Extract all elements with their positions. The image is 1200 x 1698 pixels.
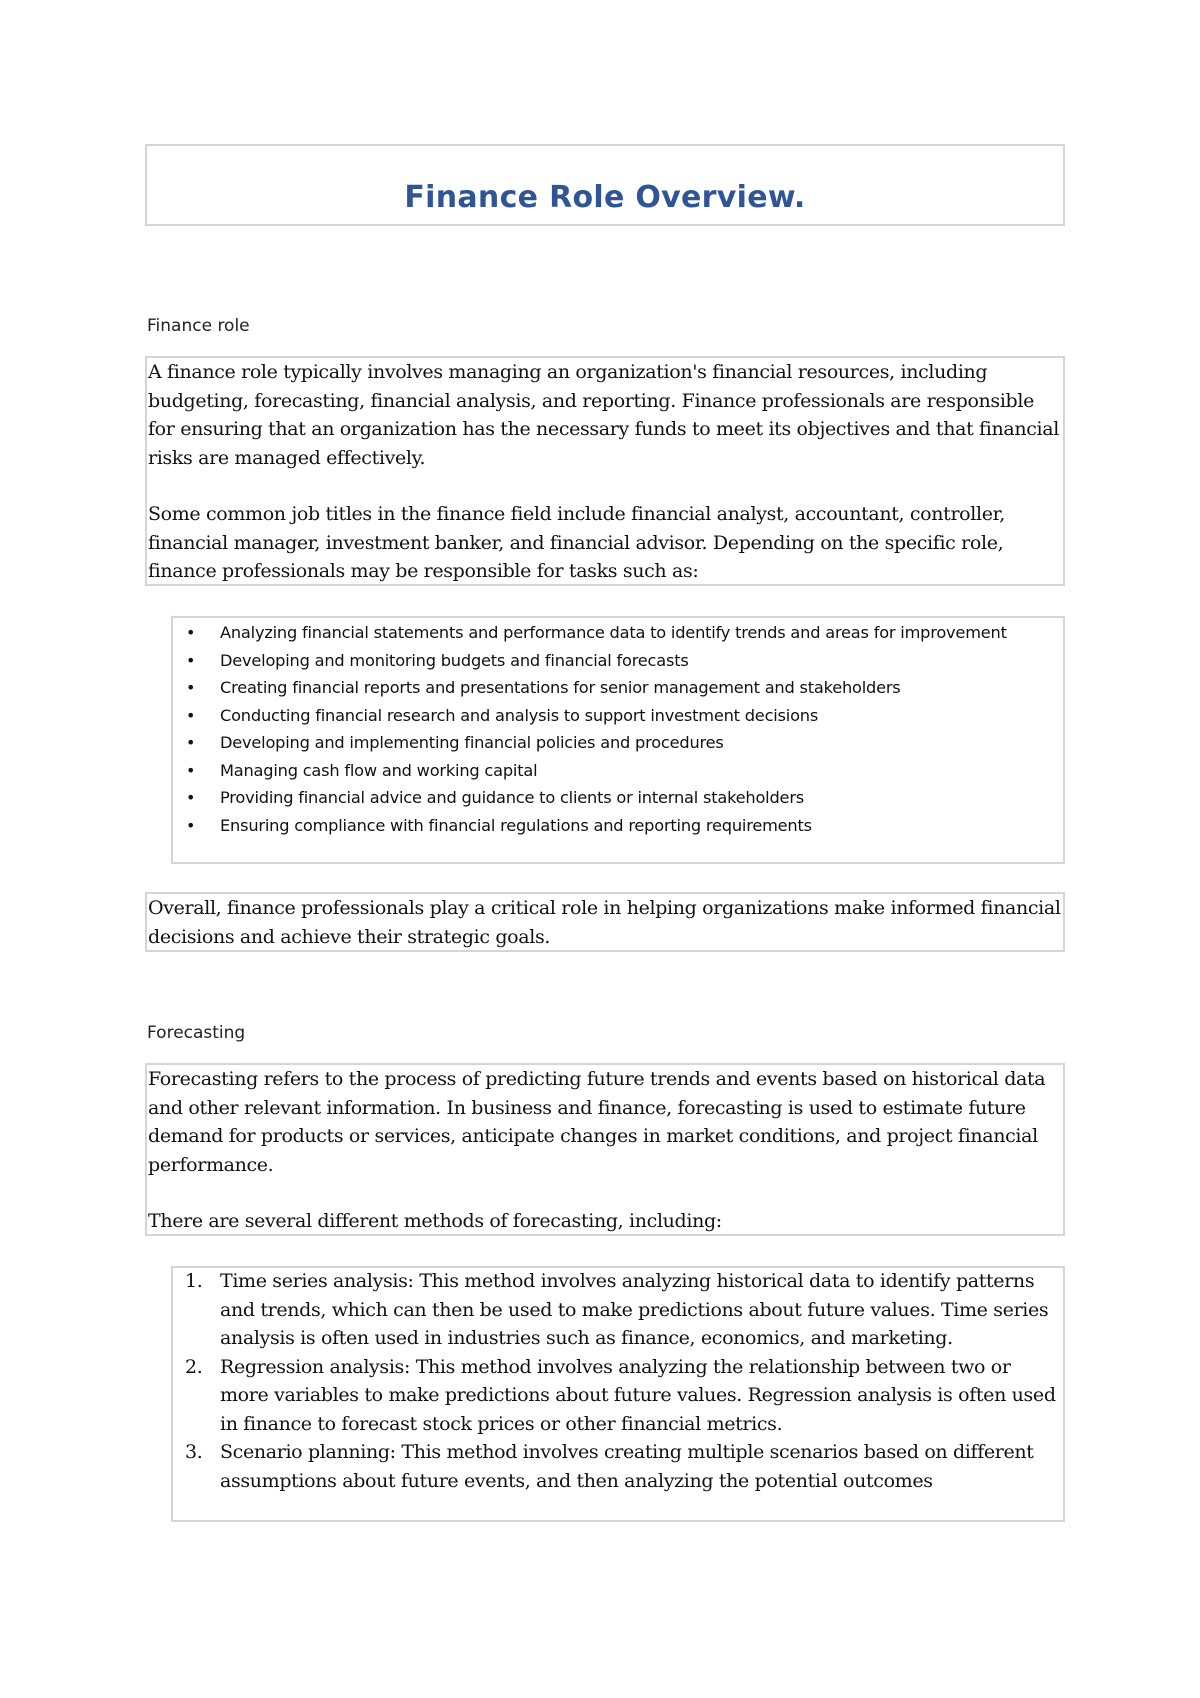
bullet-icon: • [186, 705, 196, 725]
title-box [145, 144, 1065, 226]
bullet-icon: • [186, 815, 196, 835]
list-item: • Analyzing financial statements and performance data to identify trends and areas for improvement [173, 619, 1063, 647]
bullet-icon: • [186, 650, 196, 670]
forecasting-methods-box [171, 1266, 1065, 1522]
finance-tasks-list [173, 619, 1063, 839]
forecasting-intro-box [145, 1063, 1065, 1236]
finance-role-paragraph-1: A finance role typically involves managing an organization's financial resources, including budgeting, forecasting, financial analysis, and reporting. Finance professionals are responsible for ensuring that an organization has the necessary funds to meet its objectives and that financial risks are managed effectively. [148, 361, 1059, 469]
finance-role-paragraph-2: Some common job titles in the finance field include financial analyst, accountant, controller, financial manager, investment banker, and financial advisor. Depending on the specific role, finance professionals may be responsible for tasks such as: [148, 503, 1005, 582]
list-item: 1. Time series analysis: This method involves analyzing historical data to identify patterns and trends, which can then be used to make predictions about future values. Time series analysis is often used in industries such as finance, economics, and marketing. [185, 1270, 1049, 1349]
list-item: • Conducting financial research and analysis to support investment decisions [173, 702, 1063, 730]
list-item: 3. Scenario planning: This method involves creating multiple scenarios based on different assumptions about future events, and then analyzing the potential outcomes [185, 1441, 1034, 1492]
finance-tasks-box [171, 616, 1065, 864]
bullet-icon: • [186, 733, 196, 752]
list-item: • Providing financial advice and guidance to clients or internal stakeholders [173, 784, 1063, 812]
bullet-icon: • [186, 678, 196, 697]
bullet-icon: • [186, 788, 196, 807]
list-item: 2. Regression analysis: This method involves analyzing the relationship between two or more variables to make predictions about future values. Regression analysis is often used in finance to forecast stock prices or other financial metrics. [185, 1355, 1056, 1435]
list-item: • Managing cash flow and working capital [173, 757, 1063, 785]
section-heading-finance-role: Finance role [147, 316, 250, 336]
list-item: • Ensuring compliance with financial regulations and reporting requirements [173, 812, 1063, 840]
bullet-icon: • [186, 760, 196, 780]
finance-role-conclusion-box [145, 892, 1065, 952]
section-heading-forecasting: Forecasting [147, 1023, 246, 1043]
bullet-icon: • [186, 623, 196, 642]
finance-role-intro-box [145, 356, 1065, 586]
list-item: • Developing and monitoring budgets and financial forecasts [173, 647, 1063, 675]
forecasting-paragraph-2: There are several different methods of forecasting, including: [148, 1210, 722, 1232]
finance-role-conclusion: Overall, finance professionals play a critical role in helping organizations make informed financial decisions and achieve their strategic goals. [148, 897, 1061, 948]
list-item: • Creating financial reports and presentations for senior management and stakeholders [173, 674, 1063, 702]
list-item: • Developing and implementing financial policies and procedures [173, 729, 1063, 757]
document-title: Finance Role Overview. [404, 180, 806, 215]
forecasting-methods-list [173, 1267, 1063, 1495]
forecasting-paragraph-1: Forecasting refers to the process of predicting future trends and events based on historical data and other relevant information. In business and finance, forecasting is used to estimate future demand for products or services, anticipate changes in market conditions, and project financial performance. [148, 1068, 1046, 1176]
